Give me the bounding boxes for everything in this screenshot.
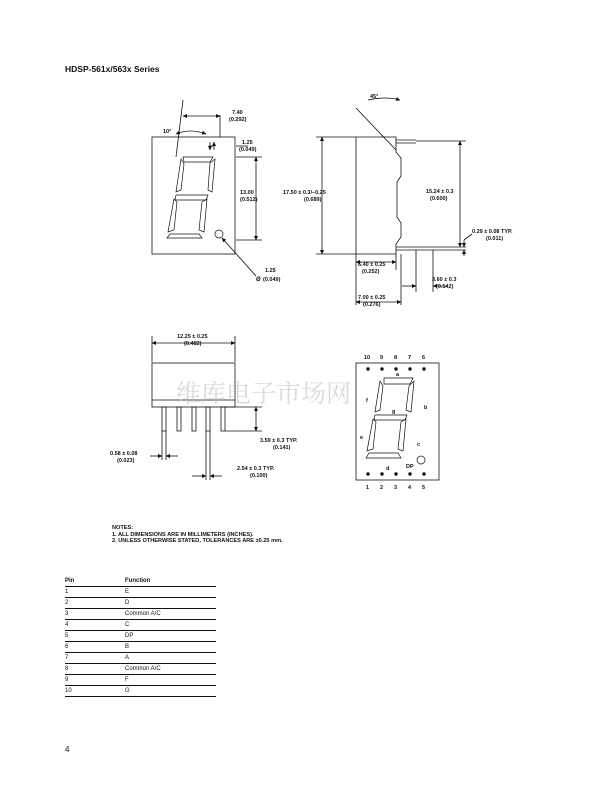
pin-cell: 4	[65, 620, 125, 631]
body-depth-mm: 6.40 ± 0.25	[358, 262, 386, 268]
pitch-mm: 2.54 ± 0.3 TYP.	[237, 466, 275, 472]
function-cell: Common A/C	[125, 664, 216, 675]
table-row	[65, 620, 216, 631]
total-depth-mm: 7.00 ± 0.25	[358, 295, 386, 301]
side-view-body	[356, 137, 401, 254]
dp-dia-mm: 1.25	[265, 268, 276, 274]
col-header-function: Function	[125, 576, 216, 587]
pin-label-1: 1	[366, 485, 370, 491]
dp-dia-in: (0.049)	[263, 277, 281, 283]
tilt-angle-label: 10°	[163, 129, 172, 135]
lead-dia-mm: 0.58 ± 0.08	[110, 451, 138, 457]
note-item: 1. ALL DIMENSIONS ARE IN MILLIMETERS (INCHES).	[112, 531, 254, 538]
seg-label-d: d	[386, 466, 390, 472]
pin-cell: 10	[65, 686, 125, 697]
pin-span-in: (0.600)	[430, 196, 448, 202]
pitch-in: (0.100)	[250, 473, 268, 479]
table-row	[65, 653, 216, 664]
table-row	[65, 664, 216, 675]
pin-cell: 5	[65, 631, 125, 642]
table-row	[65, 675, 216, 686]
col-header-pin: Pin	[65, 576, 125, 587]
side-angle-label: 45°	[370, 94, 379, 100]
pin-function-table	[65, 576, 216, 697]
total-depth-in: (0.276)	[363, 302, 381, 308]
pin-cell: 8	[65, 664, 125, 675]
side-lead-len-in: (0.142)	[436, 284, 454, 290]
bottom-view-leads	[162, 407, 225, 431]
table-row	[65, 598, 216, 609]
pin-cell: 2	[65, 598, 125, 609]
page-number: 4	[65, 745, 70, 754]
pin-cell: 3	[65, 609, 125, 620]
pin-label-6: 6	[422, 355, 426, 361]
table-row	[65, 587, 216, 598]
pinout-segments	[366, 378, 425, 464]
bottom-lead-len-in: (0.141)	[273, 445, 291, 451]
front-view-drawing	[152, 100, 262, 276]
table-row	[65, 686, 216, 697]
pin-cell: 1	[65, 587, 125, 598]
pin-label-7: 7	[408, 355, 412, 361]
seg-label-f: f	[366, 398, 368, 404]
lead-thk-mm: 0.29 ± 0.08 TYP.	[472, 229, 513, 235]
pin-cell: 6	[65, 642, 125, 653]
pin-label-8: 8	[394, 355, 398, 361]
lead-dia-in: (0.023)	[117, 458, 135, 464]
pin-span-mm: 15.24 ± 0.3	[426, 189, 454, 195]
dp-dia-symbol: Ø	[256, 277, 261, 283]
front-width-mm: 7.40	[232, 110, 243, 116]
notes-heading: NOTES:	[112, 525, 134, 531]
seg-label-dp: DP	[406, 464, 414, 470]
pin-label-4: 4	[408, 485, 412, 491]
pin-label-3: 3	[394, 485, 398, 491]
bottom-width-mm: 12.25 ± 0.25	[177, 334, 208, 340]
function-cell: D	[125, 598, 216, 609]
table-header-row	[65, 576, 216, 587]
pin-cell: 9	[65, 675, 125, 686]
pin-label-9: 9	[380, 355, 384, 361]
page-title: HDSP-561x/563x Series	[65, 64, 160, 74]
seg-label-c: c	[417, 442, 421, 448]
bottom-width-in: (0.482)	[184, 341, 202, 347]
side-height-in: (0.689)	[304, 197, 322, 203]
side-view-drawing	[316, 98, 472, 305]
watermark-text: 维库电子市场网	[176, 381, 352, 408]
table-row	[65, 631, 216, 642]
side-lead-len-mm: 3.60 ± 0.3	[432, 277, 457, 283]
pin-label-5: 5	[422, 485, 426, 491]
pin-cell: 7	[65, 653, 125, 664]
function-cell: B	[125, 642, 216, 653]
notes-block	[112, 525, 283, 545]
pin-label-2: 2	[380, 485, 384, 491]
side-view-labels	[283, 94, 513, 308]
front-view-segments	[167, 157, 223, 238]
bottom-lead-len-mm: 3.59 ± 0.3 TYP.	[260, 438, 298, 444]
front-height-in: (0.512)	[240, 197, 258, 203]
front-view-labels	[163, 110, 281, 283]
seg-width-in: (0.049)	[239, 147, 257, 153]
note-item: 2. UNLESS OTHERWISE STATED, TOLERANCES ARE ±0.25 mm.	[112, 538, 283, 545]
body-depth-in: (0.252)	[362, 269, 380, 275]
front-width-in: (0.292)	[229, 117, 247, 123]
function-cell: Common A/C	[125, 609, 216, 620]
function-cell: E	[125, 587, 216, 598]
seg-label-g: g	[392, 409, 396, 415]
function-cell: F	[125, 675, 216, 686]
table-row	[65, 642, 216, 653]
seg-label-a: a	[396, 372, 400, 378]
function-cell: G	[125, 686, 216, 697]
seg-width-mm: 1.25	[242, 140, 253, 146]
pinout-body	[356, 363, 439, 480]
table-row	[65, 609, 216, 620]
front-height-mm: 13.00	[240, 190, 254, 196]
function-cell: A	[125, 653, 216, 664]
side-height-mm: 17.50 ± 0.3/–0.25	[283, 190, 326, 196]
function-cell: C	[125, 620, 216, 631]
seg-label-b: b	[424, 405, 428, 411]
pin-label-10: 10	[364, 355, 371, 361]
bottom-view-drawing	[150, 336, 262, 480]
function-cell: DP	[125, 631, 216, 642]
seg-label-e: e	[360, 435, 364, 441]
pinout-view-drawing	[356, 363, 439, 480]
pinout-labels	[360, 355, 428, 491]
lead-thk-in: (0.011)	[486, 236, 504, 242]
